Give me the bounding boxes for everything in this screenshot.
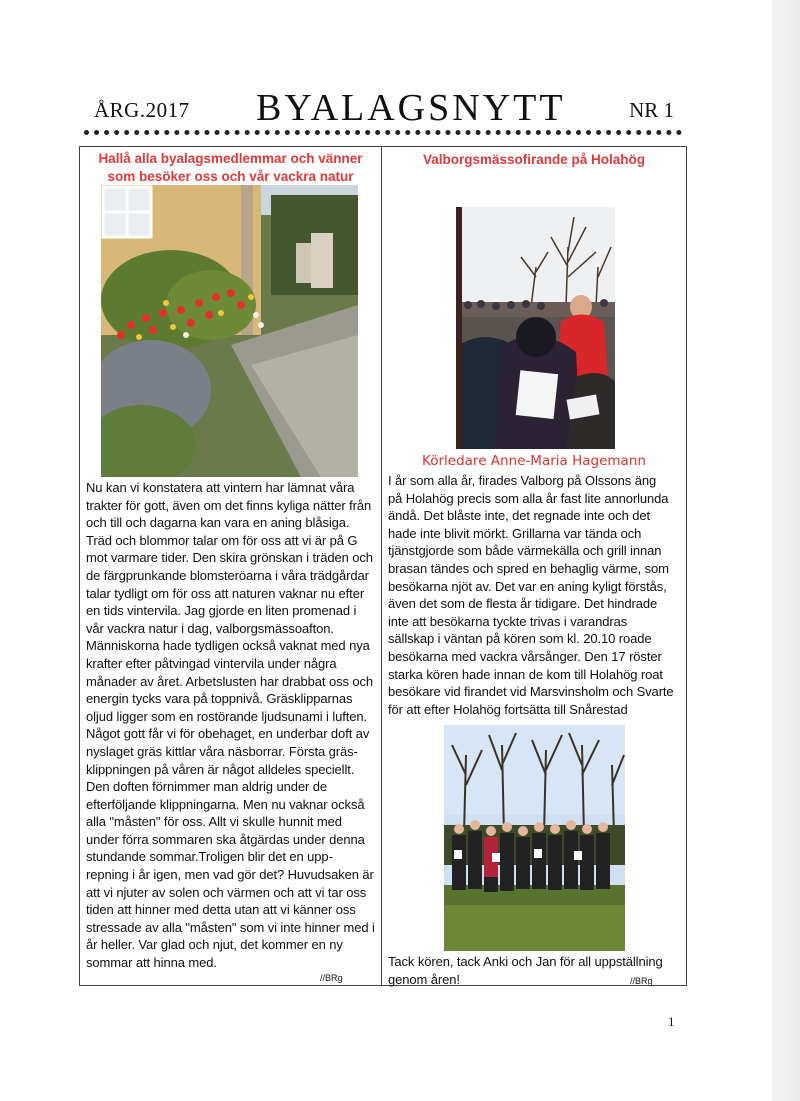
right-article-body bbox=[388, 472, 686, 718]
photo-caption: Körledare Anne-Maria Hagemann bbox=[422, 453, 646, 469]
body-line: hade inte blivit mörkt. Grillarna var tända och bbox=[388, 525, 642, 541]
left-article bbox=[79, 146, 382, 986]
body-line: stundande sommar.Troligen blir det en upp- bbox=[86, 849, 333, 865]
body-line: alla "måsten" för oss. Allt vi skulle hunnit med bbox=[86, 814, 342, 830]
issue-number: NR 1 bbox=[629, 98, 674, 122]
body-line: stressade av alla "måsten" som vi inte hinner med i bbox=[86, 919, 375, 935]
body-line: I år som alla år, firades Valborg på Olssons äng bbox=[388, 473, 657, 488]
body-line: att vi njuter av solen och värmen och att vi tar oss bbox=[86, 884, 367, 900]
body-line: sommar att hinna med. bbox=[86, 955, 217, 971]
dotted-divider bbox=[84, 130, 682, 135]
closing-line: Tack kören, tack Anki och Jan för all uppställning bbox=[388, 954, 663, 969]
body-line: för att efter Holahög fortsätta till Snårestad bbox=[388, 701, 628, 717]
body-line: Något gott får vi för obehaget, en underbar doft av bbox=[86, 726, 370, 742]
body-line: besökare vid firandet vid Marsvinsholm och Svarte bbox=[388, 684, 674, 700]
body-line: trakter för gott, även om det finns kyliga nätter från bbox=[86, 497, 372, 513]
masthead bbox=[84, 86, 684, 128]
body-line: starka kören hade innan de kom till Holahög roat bbox=[388, 666, 663, 682]
body-line: krafter efter påtvingad vintervila under några bbox=[86, 655, 337, 671]
body-line: talar tydligt om för oss att naturen vaknar nu efter bbox=[86, 585, 365, 601]
body-line: klippningen på våren är något alldeles speciellt. bbox=[86, 761, 355, 777]
choir-leader-photo bbox=[456, 207, 615, 449]
left-article-body bbox=[86, 479, 381, 972]
right-article-heading: Valborgsmässofirande på Holahög bbox=[422, 152, 646, 167]
garden-tulips-photo bbox=[101, 185, 358, 477]
body-line: vår vackra natur i dag, valborgsmässoafton. bbox=[86, 620, 334, 636]
body-line: under förra sommaren ska åtgärdas under denna bbox=[86, 831, 365, 847]
body-line: efterföljande klippningarna. Men nu vaknar också bbox=[86, 796, 365, 812]
body-line: och till och dagarna kan vara en aning blåsiga. bbox=[86, 515, 350, 531]
closing-line: genom åren! bbox=[388, 971, 460, 987]
newsletter-title: BYALAGSNYTT bbox=[256, 87, 566, 129]
body-line: besökarna njöt av. Det var en aning kyligt förstås, bbox=[388, 578, 667, 594]
page-number: 1 bbox=[668, 1014, 675, 1029]
heading-line: Hallå alla byalagsmedlemmar och vänner bbox=[98, 151, 363, 166]
body-line: energin tycks vara på toppnivå. Gräsklipparnas bbox=[86, 691, 353, 707]
left-signature: //BRg bbox=[320, 973, 343, 983]
right-signature: //BRg bbox=[630, 976, 653, 986]
body-line: på Holahög precis som alla år fast lite annorlunda bbox=[388, 490, 669, 506]
body-line: de färgprunkande blomsteröarna i våra trädgårdar bbox=[86, 567, 369, 583]
body-line: tjänstgjorde som både värmekälla och grill innan bbox=[388, 543, 662, 559]
body-line: Den doften förnimmer man aldrig under de bbox=[86, 779, 327, 795]
body-line: Människorna hade tydligen också vaknat med nya bbox=[86, 638, 370, 654]
body-line: oljud ligger som en rostörande ljudsunami i luften. bbox=[86, 708, 368, 724]
body-line: en tids vintervila. Jag gjorde en liten promenad i bbox=[86, 603, 357, 619]
body-line: mot varmare tider. Den skira grönskan i träden och bbox=[86, 550, 373, 566]
body-line: nyslaget gräs kittlar våra näsborrar. Första gräs- bbox=[86, 743, 358, 759]
body-line: ändå. Det blåste inte, det regnade inte och det bbox=[388, 508, 650, 524]
body-line: år heller. Var glad och njut, det kommer en ny bbox=[86, 937, 343, 953]
left-article-heading bbox=[80, 150, 381, 186]
body-line: månader av året. Arbetslusten har drabbat oss och bbox=[86, 673, 374, 689]
choir-group-photo bbox=[444, 725, 625, 951]
body-line: besökarna med vackra vårsånger. Den 17 röster bbox=[388, 648, 662, 664]
body-line: Träd och blommor talar om för oss att vi är på G bbox=[86, 532, 358, 548]
body-line: brasan tändes och spred en behaglig värme, som bbox=[388, 560, 669, 576]
heading-line: som besöker oss och vår vackra natur bbox=[107, 169, 354, 184]
body-line: även det som de flesta år tidigare. Det hindrade bbox=[388, 596, 658, 612]
body-line: Nu kan vi konstatera att vintern har lämnat våra bbox=[86, 480, 355, 495]
body-line: sällskap i väntan på kören som kl. 20.10 roade bbox=[388, 631, 652, 647]
right-article bbox=[382, 146, 687, 986]
body-line: tiden att hinner med detta utan att vi känner oss bbox=[86, 902, 356, 918]
body-line: inte att besökarna tyckte trivas i varandras bbox=[388, 613, 628, 629]
volume-year: ÅRG.2017 bbox=[94, 98, 190, 122]
page-edge bbox=[772, 0, 800, 1101]
body-line: repning i år igen, men vad gör det? Huvudsaken är bbox=[86, 867, 374, 883]
